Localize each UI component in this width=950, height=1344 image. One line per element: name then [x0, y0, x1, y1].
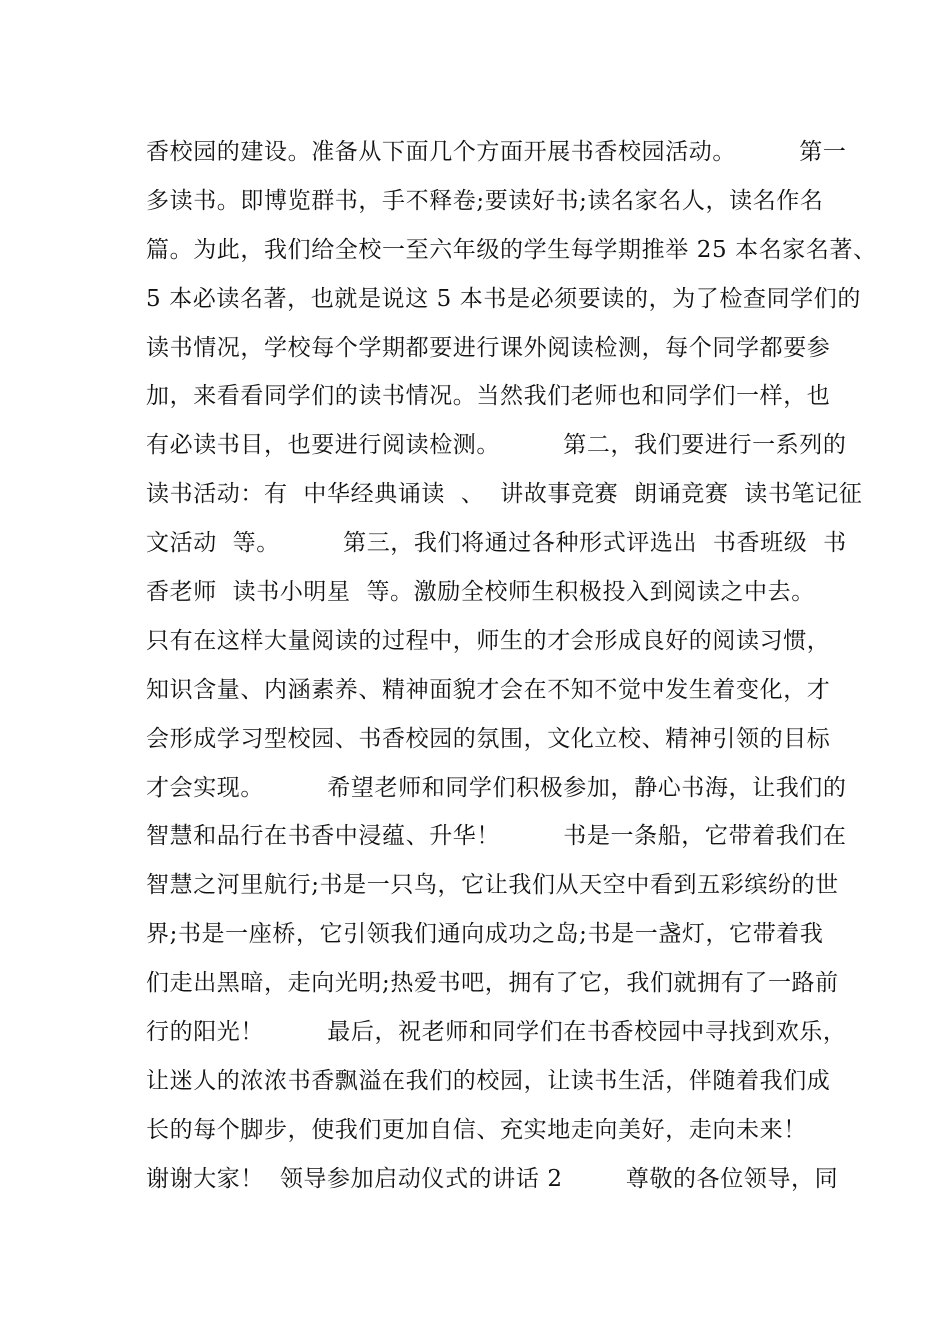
text-line: 篇。为此，我们给全校一至六年级的学生每学期推举 25 本名家名著、: [146, 236, 877, 263]
text-line: 智慧之河里航行;书是一只鸟，它让我们从天空中看到五彩缤纷的世: [146, 872, 839, 899]
text-line: 读书情况，学校每个学期都要进行课外阅读检测，每个同学都要参: [146, 334, 831, 361]
text-line: 多读书。即博览群书，手不释卷;要读好书;读名家名人，读名作名: [146, 187, 824, 214]
text-line: 文活动 等。 第三，我们将通过各种形式评选出 书香班级 书: [146, 530, 847, 557]
text-line: 长的每个脚步，使我们更加自信、充实地走向美好，走向未来！: [146, 1116, 807, 1143]
text-line: 读书活动：有 中华经典诵读 、 讲故事竞赛 朗诵竞赛 读书笔记征: [146, 481, 863, 508]
text-line: 界;书是一座桥，它引领我们通向成功之岛;书是一盏灯，它带着我: [146, 921, 824, 948]
text-line: 有必读书目，也要进行阅读检测。 第二，我们要进行一系列的: [146, 432, 847, 459]
text-line: 行的阳光！ 最后，祝老师和同学们在书香校园中寻找到欢乐，: [146, 1019, 847, 1046]
text-line: 才会实现。 希望老师和同学们积极参加，静心书海，让我们的: [146, 774, 847, 801]
text-line: 5 本必读名著，也就是说这 5 本书是必须要读的，为了检查同学们的: [146, 285, 861, 312]
text-line: 加，来看看同学们的读书情况。当然我们老师也和同学们一样，也: [146, 383, 831, 410]
text-line: 智慧和品行在书香中浸蕴、升华！ 书是一条船，它带着我们在: [146, 823, 847, 850]
text-line: 只有在这样大量阅读的过程中，师生的才会形成良好的阅读习惯，: [146, 627, 831, 654]
text-line: 香老师 读书小明星 等。激励全校师生积极投入到阅读之中去。: [146, 579, 815, 606]
text-line: 香校园的建设。准备从下面几个方面开展书香校园活动。 第一: [146, 139, 847, 165]
text-line: 们走出黑暗，走向光明;热爱书吧，拥有了它，我们就拥有了一路前: [146, 970, 839, 997]
text-line: 知识含量、内涵素养、精神面貌才会在不知不觉中发生着变化，才: [146, 676, 831, 703]
text-line: 谢谢大家！ 领导参加启动仪式的讲话 2 尊敬的各位领导，同: [146, 1165, 839, 1192]
body-text: [146, 128, 877, 1204]
text-line: 让迷人的浓浓书香飘溢在我们的校园，让读书生活，伴随着我们成: [146, 1067, 831, 1094]
text-line: 会形成学习型校园、书香校园的氛围，文化立校、精神引领的目标: [146, 725, 831, 752]
